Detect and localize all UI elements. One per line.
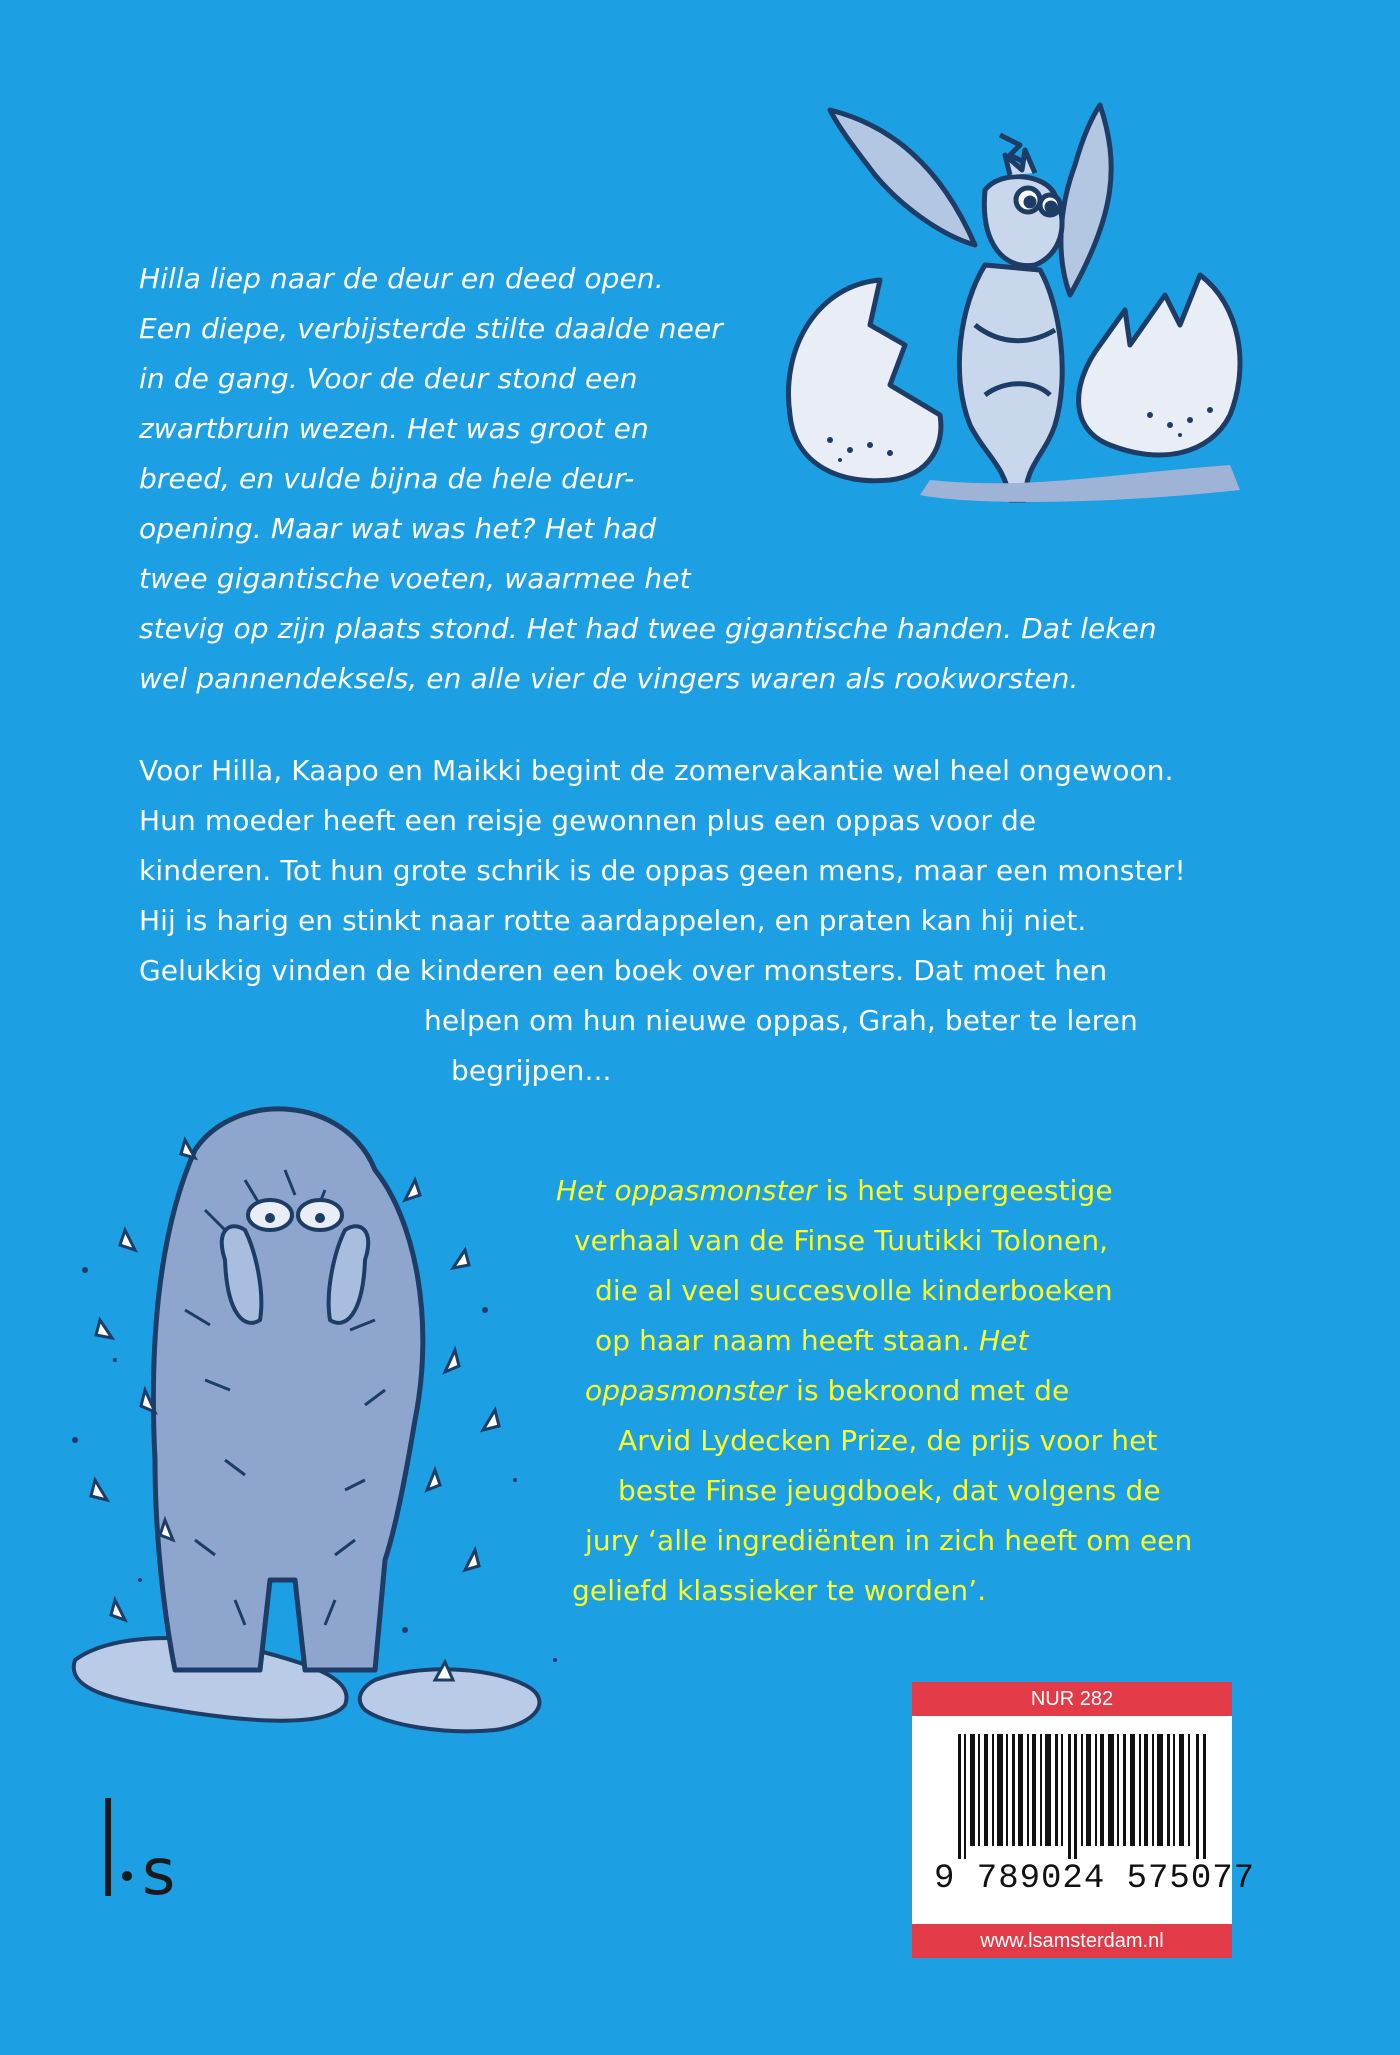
crying-monster-illustration (55, 1060, 595, 1760)
blurb-line: geliefd klassieker te worden’. (572, 1574, 987, 1607)
book-title: oppasmonster (585, 1374, 788, 1407)
blurb-line: verhaal van de Finse Tuutikki Tolonen, (574, 1224, 1109, 1257)
excerpt-line: zwartbruin wezen. Het was groot en (139, 412, 649, 445)
summary-line: Voor Hilla, Kaapo en Maikki begint de zomervakantie wel heel ongewoon. (139, 754, 1174, 787)
barcode-box (912, 1682, 1256, 1958)
excerpt-line: Een diepe, verbijsterde stilte daalde neer (139, 312, 723, 345)
summary-line: begrijpen... (451, 1054, 612, 1087)
blurb-line (595, 1316, 1029, 1366)
blurb-text: is het supergeestige (816, 1174, 1113, 1207)
excerpt-line: Hilla liep naar de deur en deed open. (139, 262, 664, 295)
blurb-line: die al veel succesvolle kinderboeken (595, 1274, 1113, 1307)
excerpt-line: stevig op zijn plaats stond. Het had twee gigantische handen. Dat leken (139, 612, 1157, 645)
book-title: Het (979, 1324, 1029, 1357)
blurb-text: op haar naam heeft staan. (595, 1324, 979, 1357)
summary-line: Gelukkig vinden de kinderen een boek over monsters. Dat moet hen (139, 954, 1108, 987)
excerpt-line: breed, en vulde bijna de hele deur- (139, 462, 635, 495)
book-title: Het oppasmonster (556, 1174, 817, 1207)
summary-line: Hij is harig en stinkt naar rotte aardappelen, en praten kan hij niet. (139, 904, 1087, 937)
blurb-line (556, 1166, 1113, 1216)
summary-line: kinderen. Tot hun grote schrik is de oppas geen mens, maar een monster! (139, 854, 1186, 887)
blurb-line: jury ‘alle ingrediënten in zich heeft om een (585, 1524, 1193, 1557)
winged-creature-illustration (770, 95, 1250, 535)
barcode-bars (958, 1734, 1208, 1859)
excerpt-line: opening. Maar wat was het? Het had (139, 512, 657, 545)
summary-line: Hun moeder heeft een reisje gewonnen plus een oppas voor de (139, 804, 1037, 837)
summary-line: helpen om hun nieuwe oppas, Grah, beter te leren (424, 1004, 1138, 1037)
excerpt-line: wel pannendeksels, en alle vier de vingers waren als rookworsten. (139, 662, 1079, 695)
ls-logo (100, 1798, 210, 1898)
svg-text:s: s (142, 1836, 176, 1898)
excerpt-line: twee gigantische voeten, waarmee het (139, 562, 691, 595)
blurb-line (585, 1366, 1069, 1416)
nur-label: NUR 282 (912, 1682, 1232, 1716)
blurb-line: Arvid Lydecken Prize, de prijs voor het (618, 1424, 1158, 1457)
blurb-text: is bekroond met de (787, 1374, 1070, 1407)
website-label: www.lsamsterdam.nl (912, 1924, 1232, 1958)
excerpt-line: in de gang. Voor de deur stond een (139, 362, 638, 395)
isbn-number: 9 789024 575077 (934, 1860, 1256, 1898)
blurb-line: beste Finse jeugdboek, dat volgens de (618, 1474, 1161, 1507)
